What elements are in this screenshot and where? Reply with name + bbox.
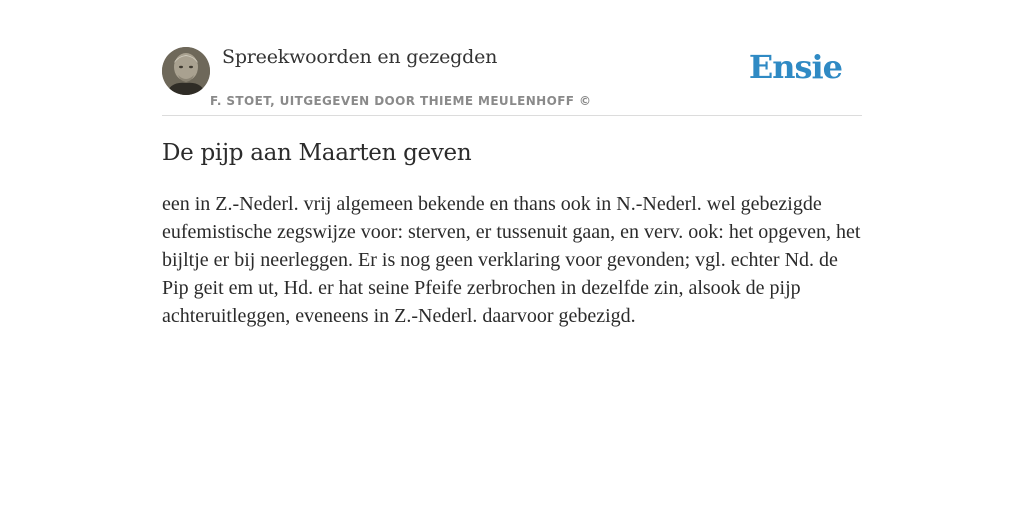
ensie-logo[interactable]: Ensie (748, 48, 842, 86)
entry-body: een in Z.-Nederl. vrij algemeen bekende en thans ook in N.-Nederl. wel gebezigde eufemistische zegswijze voor: sterven, er tussenuit gaan, en verv. ook: het opgeven, het bijltje er bij neerleggen. Er is nog geen verklaring voor gevonden; vgl. echter Nd. de Pip geit em ut, Hd. er hat seine Pfeife zerbrochen in dezelfde zin, alsook de pijp achteruitleggen, eveneens in Z.-Nederl. daarvoor gebezigd. (162, 193, 861, 327)
source-credit: F. STOET, UITGEGEVEN DOOR THIEME MEULENHOFF © (210, 94, 592, 108)
author-portrait-icon[interactable] (162, 47, 210, 95)
source-header (162, 44, 862, 116)
entry-title: De pijp aan Maarten geven (162, 140, 472, 166)
entry-card (162, 44, 862, 330)
book-title[interactable]: Spreekwoorden en gezegden (222, 46, 498, 68)
